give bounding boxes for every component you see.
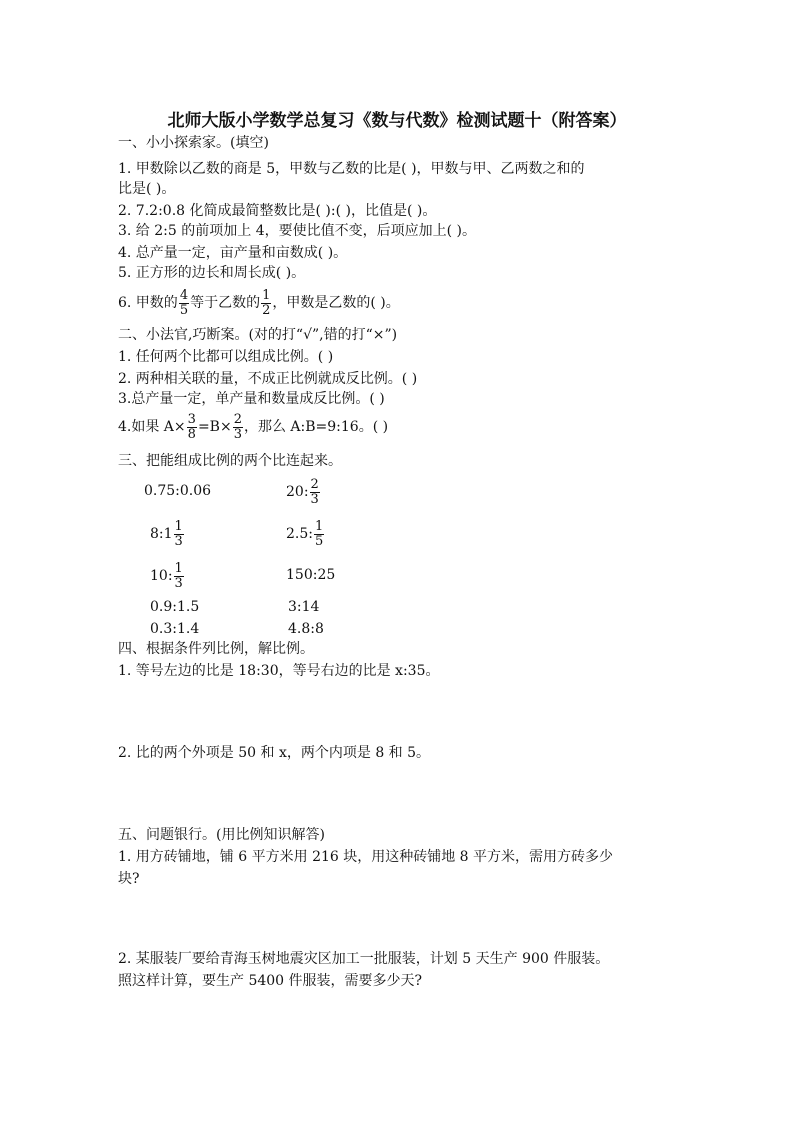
s1-question-1-line-2: 比是( )。 <box>118 181 176 197</box>
s1-question-2: 2. 7.2:0.8 化简成最简整数比是( ):( )，比值是( )。 <box>118 203 437 219</box>
s1-question-3: 3. 给 2:5 的前项加上 4，要使比值不变，后项应加上( )。 <box>118 223 476 239</box>
s2q4-f1-numerator: 3 <box>187 411 196 427</box>
s5-question-1-line-2: 块? <box>118 871 140 887</box>
right-ratio-2-text: 2.5: <box>286 526 313 542</box>
left-ratio-5: 0.3:1.4 <box>150 621 200 637</box>
s5-question-2-line-2: 照这样计算，要生产 5400 件服装，需要多少天? <box>118 973 423 989</box>
s1-question-5: 5. 正方形的边长和周长成( )。 <box>118 265 306 281</box>
s5-question-1-line-1: 1. 用方砖铺地，铺 6 平方米用 216 块，用这种砖铺地 8 平方米，需用方砖多少 <box>118 849 614 865</box>
q6-f1-denominator: 5 <box>179 302 189 318</box>
s2q4-text-pre: 4.如果 A× <box>118 419 186 435</box>
left-ratio-3-text: 10: <box>150 568 173 584</box>
s2-question-3: 3.总产量一定，单产量和数量成反比例。( ) <box>118 391 385 407</box>
right-ratio-2 <box>286 514 325 554</box>
s1-question-4: 4. 总产量一定，亩产量和亩数成( )。 <box>118 245 348 261</box>
section-4-heading: 四、根据条件列比例，解比例。 <box>118 641 314 657</box>
right-ratio-4: 3:14 <box>288 599 320 615</box>
right-ratio-5: 4.8:8 <box>288 621 324 637</box>
section-1-heading: 一、小小探索家。(填空) <box>118 135 269 151</box>
left-ratio-1: 0.75:0.06 <box>144 483 212 499</box>
right-ratio-1-text: 20: <box>286 484 309 500</box>
page-title: 北师大版小学数学总复习《数与代数》检测试题十（附答案） <box>167 111 627 131</box>
left-ratio-3 <box>150 556 185 596</box>
left-ratio-2-numerator: 1 <box>174 518 183 534</box>
left-ratio-3-numerator: 1 <box>174 560 183 576</box>
q6-fraction-1 <box>179 289 189 318</box>
section-5-heading: 五、问题银行。(用比例知识解答) <box>118 827 325 843</box>
section-2-heading: 二、小法官,巧断案。(对的打“√”,错的打“×”) <box>118 327 398 343</box>
q6-text-post: ，甲数是乙数的( )。 <box>272 295 400 311</box>
q6-text-mid: 等于乙数的 <box>190 295 261 311</box>
right-ratio-2-numerator: 1 <box>314 518 324 534</box>
s2-question-2: 2. 两种相关联的量，不成正比例就成反比例。( ) <box>118 371 418 387</box>
s2q4-f2-denominator: 3 <box>233 426 242 442</box>
right-ratio-2-denominator: 5 <box>314 533 324 549</box>
q6-f2-denominator: 2 <box>262 302 271 318</box>
right-ratio-1-numerator: 2 <box>310 476 319 492</box>
s2-question-4 <box>118 412 388 442</box>
s5-question-2-line-1: 2. 某服装厂要给青海玉树地震灾区加工一批服装，计划 5 天生产 900 件服装。 <box>118 951 610 967</box>
right-ratio-3: 150:25 <box>286 567 336 583</box>
s2q4-fraction-1 <box>187 413 197 442</box>
section-3-heading: 三、把能组成比例的两个比连起来。 <box>118 453 342 469</box>
left-ratio-2-denominator: 3 <box>174 533 183 549</box>
s2q4-text-mid: =B× <box>197 419 232 435</box>
s1-question-6 <box>118 288 400 318</box>
right-ratio-1-denominator: 3 <box>310 491 319 507</box>
s2q4-text-post: ，那么 A:B=9:16。( ) <box>243 419 389 435</box>
q6-f1-numerator: 4 <box>179 287 189 303</box>
s2q4-f1-denominator: 8 <box>187 426 196 442</box>
left-ratio-2-fraction <box>174 520 184 549</box>
s2-question-1: 1. 任何两个比都可以组成比例。( ) <box>118 349 334 365</box>
q6-text-pre: 6. 甲数的 <box>118 295 178 311</box>
right-ratio-2-fraction <box>314 520 324 549</box>
left-ratio-2 <box>150 514 185 554</box>
left-ratio-3-fraction <box>174 562 184 591</box>
s4-question-2: 2. 比的两个外项是 50 和 x，两个内项是 8 和 5。 <box>118 745 431 761</box>
s2q4-fraction-2 <box>233 413 243 442</box>
left-ratio-4: 0.9:1.5 <box>150 599 200 615</box>
s1-question-1-line-1: 1. 甲数除以乙数的商是 5，甲数与乙数的比是( )，甲数与甲、乙两数之和的 <box>118 161 585 177</box>
s4-question-1: 1. 等号左边的比是 18:30，等号右边的比是 x:35。 <box>118 663 440 679</box>
q6-fraction-2 <box>261 289 271 318</box>
q6-f2-numerator: 1 <box>262 287 271 303</box>
s2q4-f2-numerator: 2 <box>233 411 242 427</box>
right-ratio-1 <box>286 472 321 512</box>
right-ratio-1-fraction <box>310 478 320 507</box>
left-ratio-3-denominator: 3 <box>174 575 183 591</box>
left-ratio-2-text: 8:1 <box>150 526 173 542</box>
